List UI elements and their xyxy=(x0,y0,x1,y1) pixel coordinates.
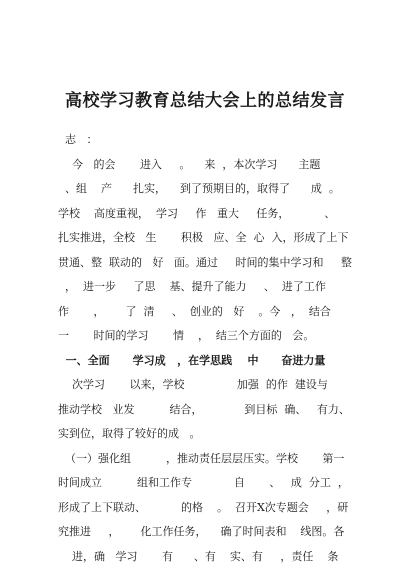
paragraph-line: 学校 高度重视， 学习 作 重大 任务， 、 xyxy=(58,206,336,220)
paragraph-line: 进，确 学习 有 、有 实、有 ，责任 条 xyxy=(58,549,339,563)
paragraph-line: 扎实推进，全校 生 积极 应、全 心 入，形成了上下 xyxy=(58,231,349,244)
paragraph-line: 究推进 ， 化工作任务， 确了时间表和 线图。各 xyxy=(58,525,345,538)
paragraph-line: 推动学校 业发 结合， 到目标 确、 有力、 xyxy=(58,402,350,416)
paragraph-line: 作 ， 了 清 、 创业的 好 。今 ， 结合 xyxy=(58,304,331,318)
paragraph-line: 、组 产 扎实， 到了预期目的，取得了 成 。 xyxy=(58,182,340,195)
paragraph-line: 实到位，取得了较好的成 。 xyxy=(58,427,201,440)
document-title: 高校学习教育总结大会上的总结发言 xyxy=(65,91,345,111)
section-heading: 一、全面 学习成 ，在学思践 中 奋进力量 xyxy=(58,353,326,367)
document-body xyxy=(58,128,358,569)
paragraph-line: ， 进一步 了思 基、提升了能力 、 进了工作 xyxy=(58,280,326,293)
paragraph-line: 一 时间的学习 情 ， 结三个方面的 会。 xyxy=(58,329,315,342)
paragraph-line: 时间成立 组和工作专 自 、 成 分工 ， xyxy=(58,476,349,489)
paragraph-line: 今 的会 进入 。 来 ，本次学习 主题 xyxy=(58,157,321,171)
paragraph-line: 贯通、整 联动的 好 面。通过 时间的集中学习和 整 xyxy=(58,255,352,269)
paragraph-line: （一）强化组 ，推动责任层层压实。学校 第一 xyxy=(58,451,345,465)
paragraph-line: 形成了上下联动、 的格 。 召开X次专题会 ，研 xyxy=(58,500,349,514)
paragraph-line: 次学习 以来，学校 加强 的作 建设与 xyxy=(58,378,328,391)
paragraph-line: 志 ： xyxy=(58,133,98,146)
